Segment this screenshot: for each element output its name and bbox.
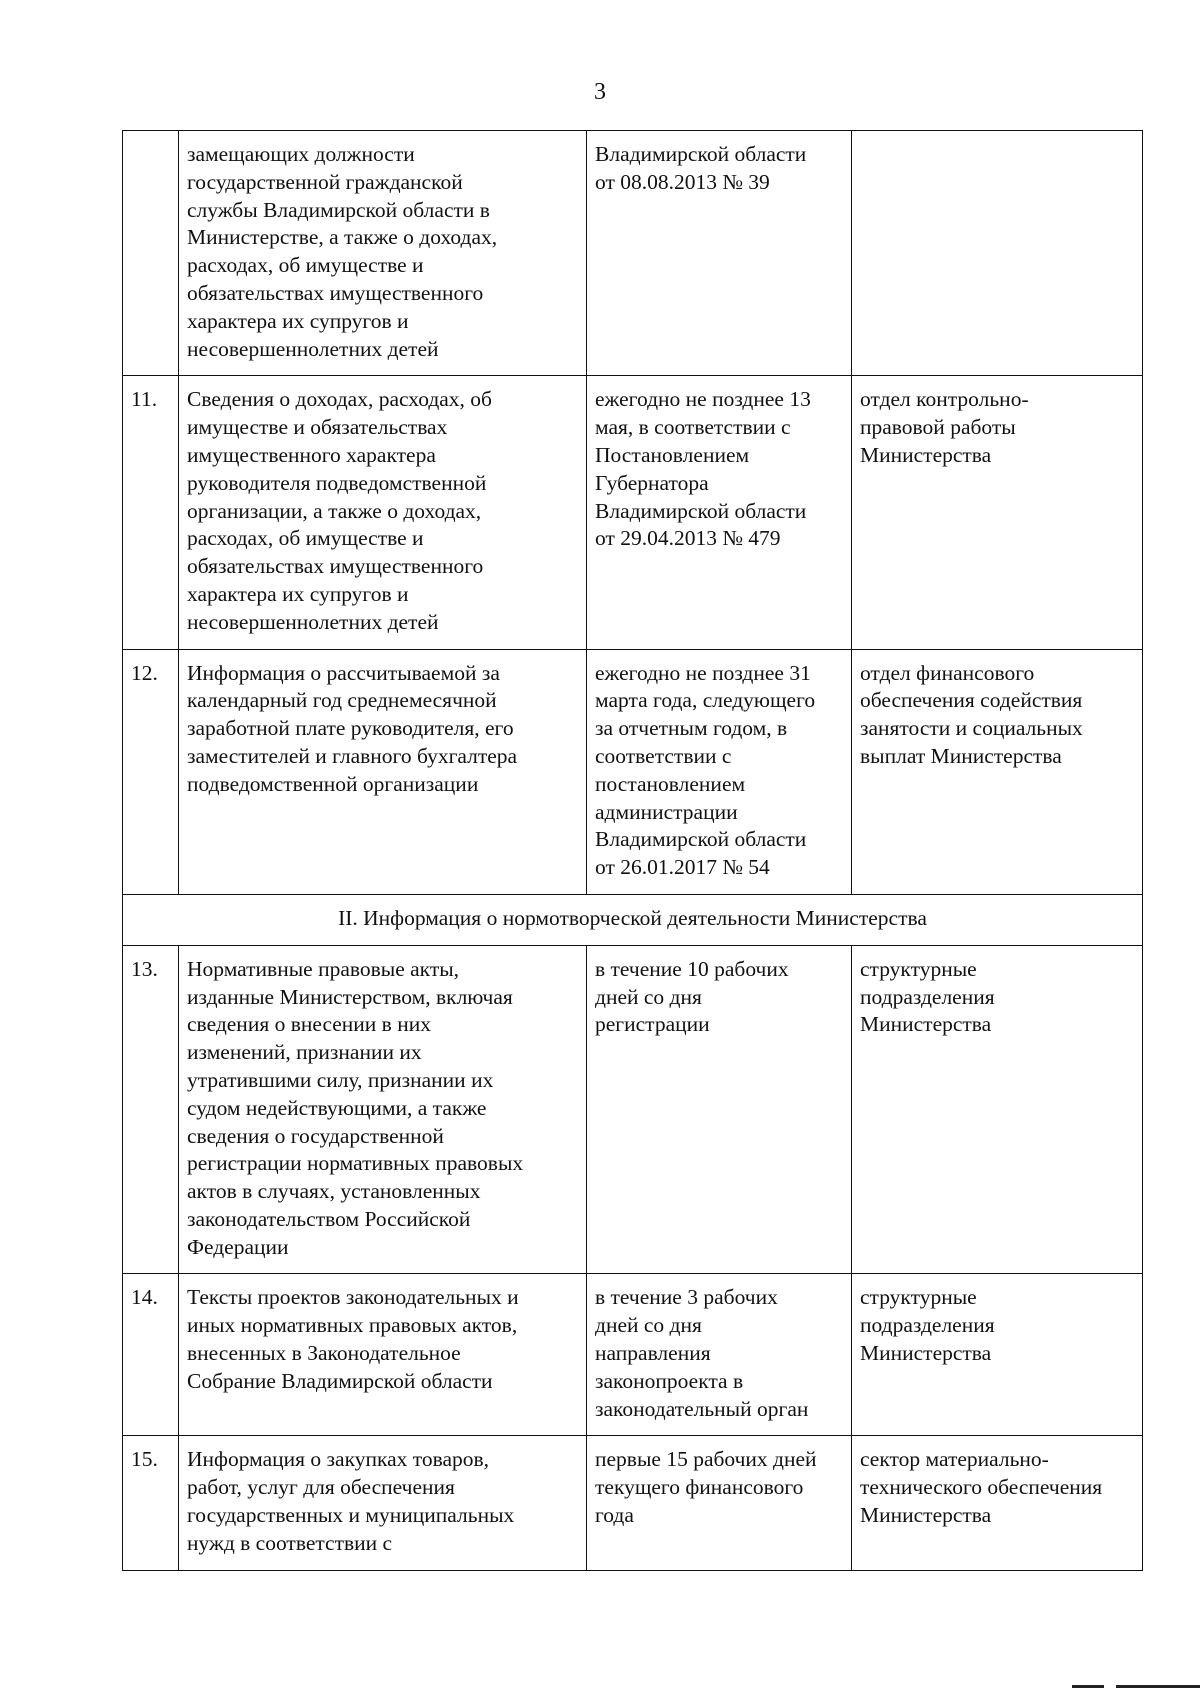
info-name-cell: [179, 376, 587, 649]
text-line: Собрание Владимирской области: [187, 1368, 493, 1393]
text-line: руководителя подведомственной: [187, 470, 487, 495]
text-line: законодательством Российской: [187, 1206, 471, 1231]
info-name-cell: [179, 1436, 587, 1570]
text-line: обязательствах имущественного: [187, 554, 484, 579]
text-line: за отчетным годом, в: [595, 716, 788, 741]
text-line: марта года, следующего: [595, 688, 816, 713]
text-line: изменений, признании их: [187, 1040, 422, 1065]
section-heading-row: [123, 894, 1143, 945]
text-line: расходах, об имуществе и: [187, 253, 424, 278]
text-line: иных нормативных правовых актов,: [187, 1313, 518, 1338]
text-line: отдел контрольно-: [860, 387, 1029, 412]
text-line: года: [595, 1503, 634, 1528]
text-line: от 26.01.2017 № 54: [595, 855, 770, 880]
text-line: постановлением: [595, 771, 746, 796]
text-line: регистрации нормативных правовых: [187, 1151, 524, 1176]
text-line: Федерации: [187, 1234, 289, 1259]
text-line: дней со дня: [595, 1313, 702, 1338]
info-name-cell: [179, 1274, 587, 1436]
table-row: [123, 1436, 1143, 1570]
text-line: законопроекта в: [595, 1368, 744, 1393]
deadline-cell: [587, 1436, 852, 1570]
row-number: 13.: [123, 945, 179, 1274]
text-line: Сведения о доходах, расходах, об: [187, 387, 492, 412]
text-line: Владимирской области: [595, 142, 807, 166]
text-line: Информация о рассчитываемой за: [187, 660, 500, 685]
text-line: несовершеннолетних детей: [187, 336, 439, 361]
table-row: [123, 945, 1143, 1274]
text-line: правовой работы: [860, 415, 1016, 440]
text-line: заработной плате руководителя, его: [187, 716, 514, 741]
text-line: от 08.08.2013 № 39: [595, 169, 770, 194]
text-line: в течение 10 рабочих: [595, 956, 789, 981]
section-heading: II. Информация о нормотворческой деятельности Министерства: [123, 894, 1143, 945]
text-line: регистрации: [595, 1012, 710, 1037]
responsible-cell: [852, 945, 1143, 1274]
responsible-cell: [852, 1436, 1143, 1570]
text-line: Нормативные правовые акты,: [187, 956, 460, 981]
text-line: имущественного характера: [187, 442, 436, 467]
deadline-cell: [587, 131, 852, 376]
text-line: Министерства: [860, 1012, 992, 1037]
text-line: замещающих должности: [187, 142, 415, 166]
responsible-cell: [852, 1274, 1143, 1436]
responsible-cell: [852, 376, 1143, 649]
text-line: технического обеспечения: [860, 1475, 1103, 1500]
text-line: занятости и социальных: [860, 716, 1083, 741]
text-line: сведения о внесении в них: [187, 1012, 431, 1037]
text-line: Губернатора: [595, 470, 709, 495]
text-line: подразделения: [860, 1313, 995, 1338]
text-line: Министерства: [860, 442, 992, 467]
text-line: изданные Министерством, включая: [187, 984, 513, 1009]
text-line: Информация о закупках товаров,: [187, 1447, 490, 1472]
text-line: сектор материально-: [860, 1447, 1049, 1472]
text-line: отдел финансового: [860, 660, 1035, 685]
text-line: первые 15 рабочих дней: [595, 1447, 817, 1472]
text-line: сведения о государственной: [187, 1123, 444, 1148]
text-line: службы Владимирской области в: [187, 197, 490, 222]
table-body: [123, 131, 1143, 1571]
text-line: Постановлением: [595, 442, 750, 467]
deadline-cell: [587, 376, 852, 649]
text-line: Министерства: [860, 1503, 992, 1528]
text-line: администрации: [595, 799, 738, 824]
text-line: подведомственной организации: [187, 771, 479, 796]
row-number: 11.: [123, 376, 179, 649]
text-line: Министерстве, а также о доходах,: [187, 225, 498, 250]
text-line: Владимирской области: [595, 827, 807, 852]
footer-rule-right: [1116, 1685, 1200, 1688]
responsible-cell: [852, 131, 1143, 376]
deadline-cell: [587, 1274, 852, 1436]
text-line: заместителей и главного бухгалтера: [187, 743, 518, 768]
text-line: подразделения: [860, 984, 995, 1009]
text-line: обязательствах имущественного: [187, 280, 484, 305]
row-number: [123, 131, 179, 376]
text-line: нужд в соответствии с: [187, 1530, 393, 1555]
row-number: 12.: [123, 649, 179, 894]
table-row: [123, 1274, 1143, 1436]
text-line: имуществе и обязательствах: [187, 415, 448, 440]
info-name-cell: [179, 649, 587, 894]
text-line: соответствии с: [595, 743, 732, 768]
text-line: Министерства: [860, 1341, 992, 1366]
text-line: текущего финансового: [595, 1475, 804, 1500]
text-line: государственных и муниципальных: [187, 1503, 515, 1528]
text-line: календарный год среднемесячной: [187, 688, 497, 713]
text-line: несовершеннолетних детей: [187, 609, 439, 634]
row-number: 15.: [123, 1436, 179, 1570]
table-row: [123, 649, 1143, 894]
text-line: структурные: [860, 1285, 977, 1310]
text-line: судом недействующими, а также: [187, 1095, 487, 1120]
row-number: 14.: [123, 1274, 179, 1436]
table-row: [123, 376, 1143, 649]
text-line: обеспечения содействия: [860, 688, 1083, 713]
text-line: утратившими силу, признании их: [187, 1067, 494, 1092]
text-line: мая, в соответствии с: [595, 415, 791, 440]
text-line: дней со дня: [595, 984, 702, 1009]
text-line: расходах, об имуществе и: [187, 526, 424, 551]
text-line: государственной гражданской: [187, 169, 463, 194]
text-line: ежегодно не позднее 31: [595, 660, 811, 685]
text-line: структурные: [860, 956, 977, 981]
info-name-cell: [179, 131, 587, 376]
text-line: выплат Министерства: [860, 743, 1062, 768]
page-number: 3: [594, 79, 606, 105]
footer-rule-left: [1072, 1685, 1104, 1688]
text-line: в течение 3 рабочих: [595, 1285, 778, 1310]
text-line: внесенных в Законодательное: [187, 1341, 461, 1366]
text-line: работ, услуг для обеспечения: [187, 1475, 455, 1500]
information-table: [122, 130, 1143, 1571]
text-line: ежегодно не позднее 13: [595, 387, 811, 412]
text-line: Владимирской области: [595, 498, 807, 523]
text-line: организации, а также о доходах,: [187, 498, 482, 523]
table-row: [123, 131, 1143, 376]
text-line: характера их супругов и: [187, 308, 409, 333]
responsible-cell: [852, 649, 1143, 894]
text-line: законодательный орган: [595, 1396, 809, 1421]
deadline-cell: [587, 649, 852, 894]
deadline-cell: [587, 945, 852, 1274]
text-line: от 29.04.2013 № 479: [595, 526, 781, 551]
info-name-cell: [179, 945, 587, 1274]
text-line: Тексты проектов законодательных и: [187, 1285, 519, 1310]
text-line: направления: [595, 1341, 711, 1366]
text-line: актов в случаях, установленных: [187, 1179, 481, 1204]
text-line: характера их супругов и: [187, 581, 409, 606]
